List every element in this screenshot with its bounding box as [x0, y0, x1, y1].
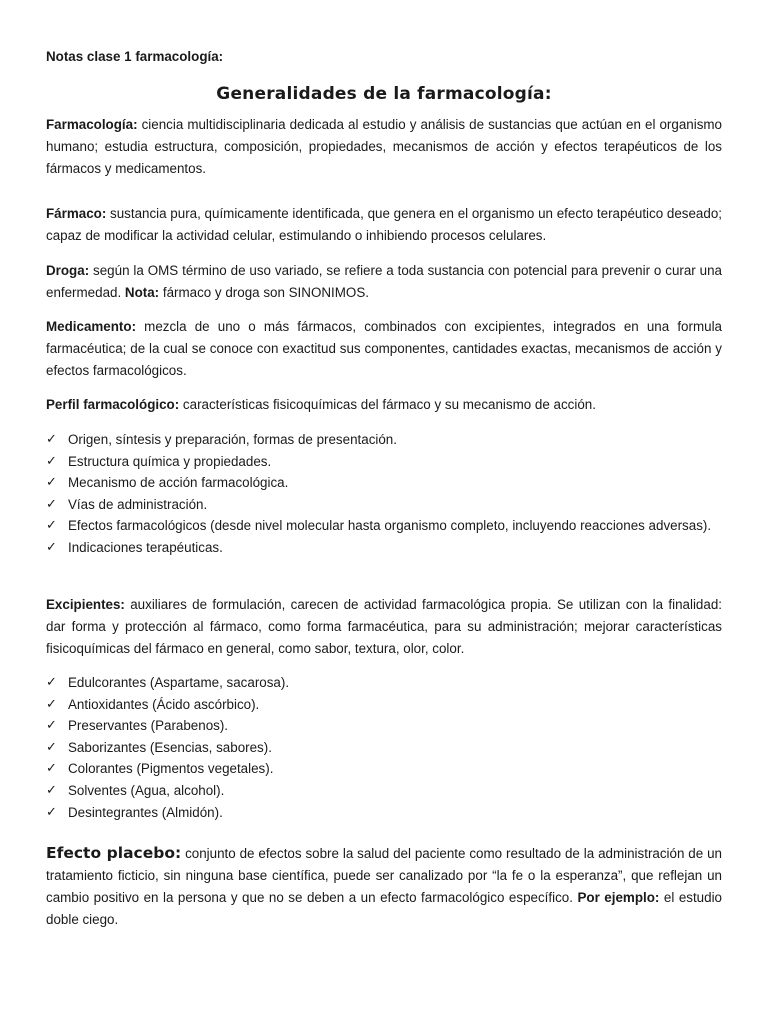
text-excipientes: auxiliares de formulación, carecen de actividad farmacológica propia. Se utilizan con la finalidad: dar forma y protección al fármaco, como forma farmacéutica, para su administración; mejorar características fisicoquímicas del fármaco en general, como sabor, textura, olor, color.	[46, 597, 722, 656]
text-farmaco: sustancia pura, químicamente identificada, que genera en el organismo un efecto terapéutico deseado; capaz de modificar la actividad celular, estimulando o inhibiendo procesos celulares.	[46, 206, 722, 243]
term-farmacologia: Farmacología:	[46, 117, 138, 132]
text-medicamento: mezcla de uno o más fármacos, combinados con excipientes, integrados en una formula farmacéutica; de la cual se conoce con exactitud sus componentes, cantidades exactas, mecanismos de acción y efectos farmacológicos.	[46, 319, 722, 378]
list-item: ✓ Origen, síntesis y preparación, formas de presentación.	[46, 429, 722, 451]
list-item: ✓ Desintegrantes (Almidón).	[46, 802, 722, 824]
list-item: ✓ Antioxidantes (Ácido ascórbico).	[46, 694, 722, 716]
checkmark-icon: ✓	[46, 496, 57, 512]
list-item: ✓ Solventes (Agua, alcohol).	[46, 780, 722, 802]
definition-placebo	[46, 842, 722, 931]
text-perfil: características fisicoquímicas del fármaco y su mecanismo de acción.	[179, 397, 596, 412]
checkmark-icon: ✓	[46, 696, 57, 712]
checkmark-icon: ✓	[46, 718, 57, 734]
checkmark-icon: ✓	[46, 518, 57, 534]
list-item: ✓ Indicaciones terapéuticas.	[46, 537, 722, 559]
list-item: ✓ Efectos farmacológicos (desde nivel molecular hasta organismo completo, incluyendo reacciones adversas).	[46, 515, 722, 537]
list-item: ✓ Preservantes (Parabenos).	[46, 715, 722, 737]
list-item: ✓ Colorantes (Pigmentos vegetales).	[46, 758, 722, 780]
definition-perfil	[46, 394, 722, 416]
term-placebo: Efecto placebo:	[46, 844, 182, 862]
term-nota: Nota:	[124, 285, 160, 300]
list-item: ✓ Vías de administración.	[46, 494, 722, 516]
perfil-checklist	[46, 429, 722, 559]
term-medicamento: Medicamento:	[46, 319, 137, 334]
checkmark-icon: ✓	[46, 475, 57, 491]
excipientes-checklist	[46, 672, 722, 823]
checkmark-icon: ✓	[46, 782, 57, 798]
definition-farmaco	[46, 203, 722, 247]
term-excipientes: Excipientes:	[46, 597, 125, 612]
checkmark-icon: ✓	[46, 675, 57, 690]
list-item: ✓ Edulcorantes (Aspartame, sacarosa).	[46, 672, 722, 694]
term-por-ejemplo: Por ejemplo:	[577, 890, 660, 905]
definition-excipientes	[46, 594, 722, 660]
checkmark-icon: ✓	[46, 804, 57, 820]
class-notes-header: Notas clase 1 farmacología:	[46, 49, 224, 64]
text-droga: según la OMS término de uso variado, se refiere a toda sustancia con potencial para prevenir o curar una enfermedad.	[46, 263, 722, 300]
definition-medicamento	[46, 316, 722, 382]
checkmark-icon: ✓	[46, 539, 57, 555]
list-item: ✓ Estructura química y propiedades.	[46, 451, 722, 473]
checkmark-icon: ✓	[46, 432, 57, 447]
definition-farmacologia	[46, 114, 722, 180]
checkmark-icon: ✓	[46, 453, 57, 469]
list-item: ✓ Saborizantes (Esencias, sabores).	[46, 737, 722, 759]
list-item: ✓ Mecanismo de acción farmacológica.	[46, 472, 722, 494]
text-placebo: conjunto de efectos sobre la salud del paciente como resultado de la administración de un tratamiento ficticio, sin ninguna base científica, puede ser canalizado por “la fe o la esperanza”, que reflejan un cambio positivo en la persona y que no se deben a un efecto farmacológico específico.	[46, 846, 722, 905]
checkmark-icon: ✓	[46, 739, 57, 755]
document-title: Generalidades de la farmacología:	[216, 84, 552, 104]
text-nota: fármaco y droga son SINONIMOS.	[159, 285, 369, 300]
term-droga: Droga:	[46, 263, 90, 278]
text-ejemplo: el estudio doble ciego.	[46, 890, 723, 927]
definition-droga	[46, 260, 722, 304]
term-farmaco: Fármaco:	[46, 206, 107, 221]
term-perfil: Perfil farmacológico:	[46, 397, 180, 412]
checkmark-icon: ✓	[46, 761, 57, 777]
text-farmacologia: ciencia multidisciplinaria dedicada al estudio y análisis de sustancias que actúan en el organismo humano; estudia estructura, composición, propiedades, mecanismos de acción y efectos terapéuticos de los fármacos y medicamentos.	[46, 117, 722, 176]
